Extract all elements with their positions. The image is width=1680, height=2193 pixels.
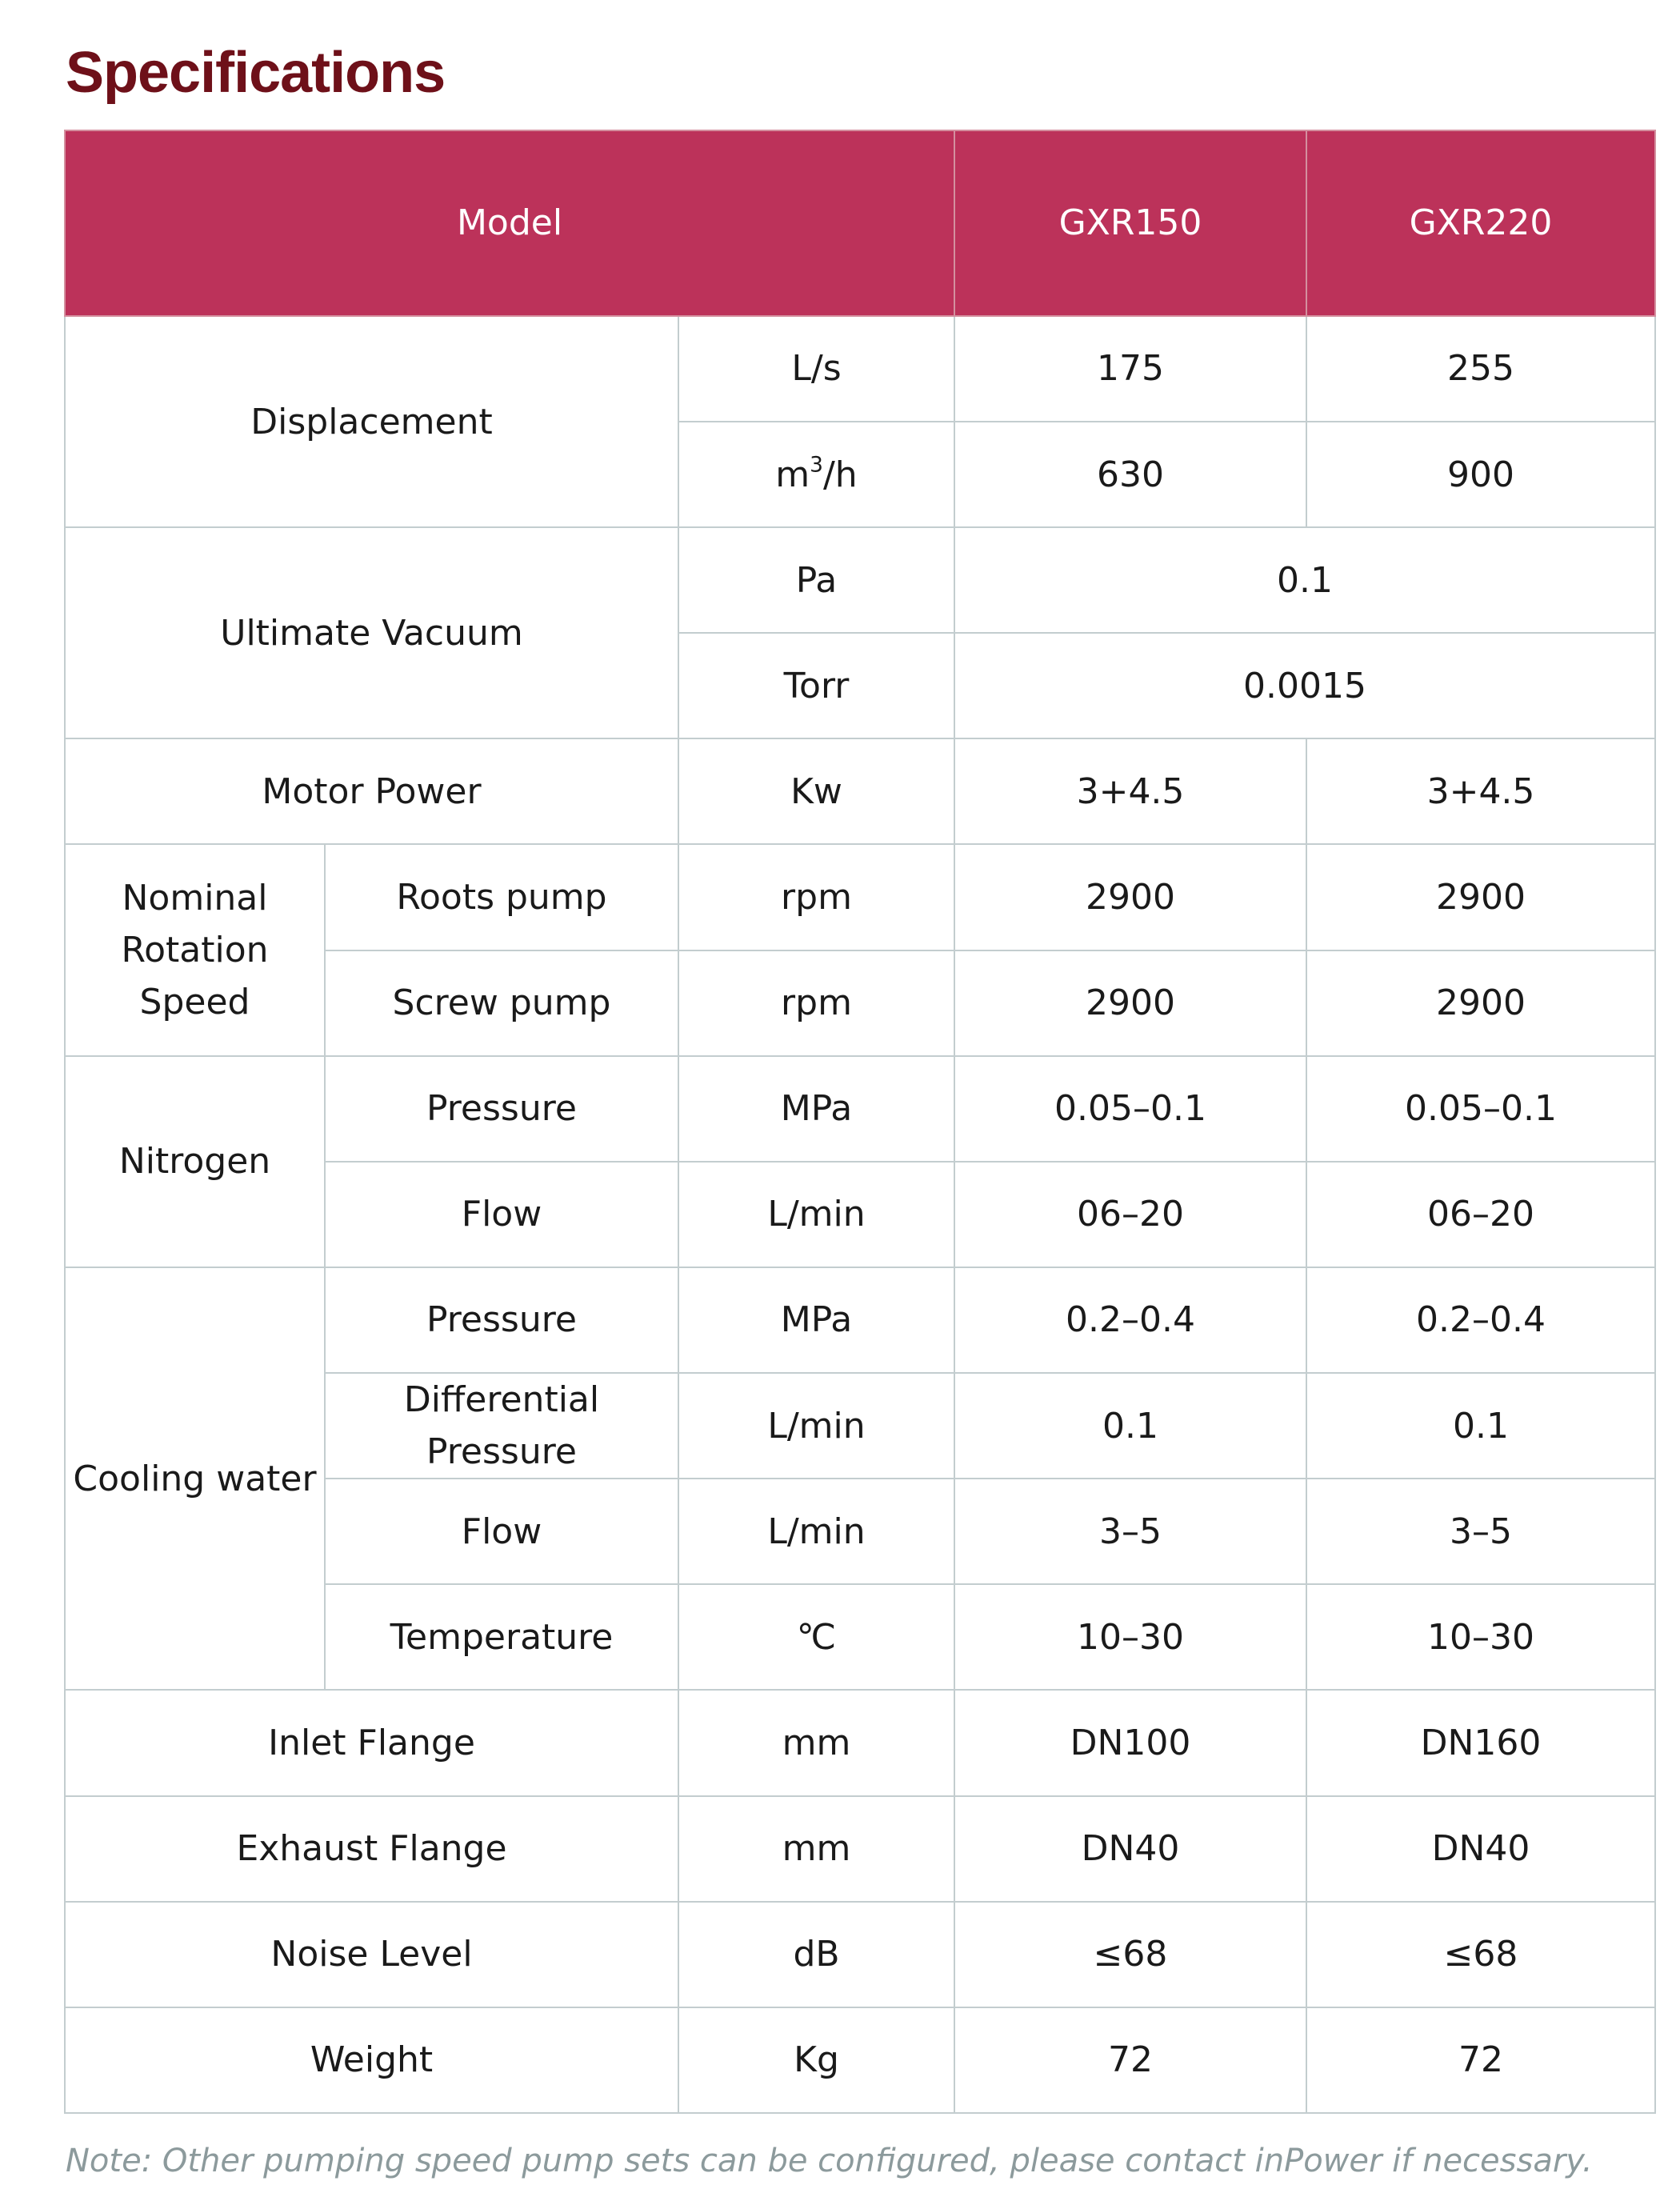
value-cell: 0.1 [1306, 1373, 1655, 1479]
value-cell: DN40 [1306, 1796, 1655, 1902]
label-line: Speed [139, 982, 250, 1023]
value-cell: 0.1 [954, 1373, 1306, 1479]
value-cell: ≤68 [1306, 1902, 1655, 2007]
unit-cell: L/min [678, 1162, 954, 1267]
value-cell: 3+4.5 [1306, 738, 1655, 844]
value-cell: DN160 [1306, 1690, 1655, 1795]
unit-cell: rpm [678, 844, 954, 950]
value-cell: DN40 [954, 1796, 1306, 1902]
unit-cell: mm [678, 1796, 954, 1902]
value-cell: 0.05–0.1 [954, 1056, 1306, 1162]
value-cell: 630 [954, 422, 1306, 527]
unit-tail: /h [822, 454, 858, 495]
unit-cell: dB [678, 1902, 954, 2007]
value-cell: 06–20 [1306, 1162, 1655, 1267]
sub-label-differential-pressure [325, 1373, 678, 1479]
value-cell: 2900 [1306, 950, 1655, 1056]
row-label-motor-power: Motor Power [65, 738, 678, 844]
header-model: Model [65, 130, 954, 316]
table-row [65, 1690, 1655, 1795]
table-row [65, 1056, 1655, 1162]
table-row [65, 1267, 1655, 1373]
unit-cell: rpm [678, 950, 954, 1056]
specifications-table [64, 130, 1656, 2114]
value-cell: 06–20 [954, 1162, 1306, 1267]
value-cell: 900 [1306, 422, 1655, 527]
label-line: Pressure [426, 1431, 577, 1473]
value-cell: 2900 [1306, 844, 1655, 950]
sub-label-screw-pump: Screw pump [325, 950, 678, 1056]
value-cell: 72 [1306, 2007, 1655, 2113]
sub-label-flow: Flow [325, 1479, 678, 1584]
sub-label-pressure: Pressure [325, 1267, 678, 1373]
row-label-displacement: Displacement [65, 316, 678, 527]
value-cell: 3–5 [954, 1479, 1306, 1584]
sub-label-roots-pump: Roots pump [325, 844, 678, 950]
table-row [65, 527, 1655, 633]
value-cell: 3–5 [1306, 1479, 1655, 1584]
unit-cell: Kw [678, 738, 954, 844]
value-cell: 72 [954, 2007, 1306, 2113]
value-cell: 10–30 [1306, 1584, 1655, 1690]
unit-cell: Pa [678, 527, 954, 633]
table-row [65, 844, 1655, 950]
value-cell: 2900 [954, 950, 1306, 1056]
table-row [65, 1902, 1655, 2007]
page-title: Specifications [66, 41, 446, 105]
value-cell: 0.2–0.4 [1306, 1267, 1655, 1373]
label-line: Nominal [122, 877, 268, 918]
unit-cell: mm [678, 1690, 954, 1795]
table-row [65, 316, 1655, 422]
value-cell: 3+4.5 [954, 738, 1306, 844]
unit-base: m [775, 454, 810, 495]
sub-label-flow: Flow [325, 1162, 678, 1267]
table-header-row [65, 130, 1655, 316]
table-row [65, 2007, 1655, 2113]
unit-cell: Kg [678, 2007, 954, 2113]
unit-cell: ℃ [678, 1584, 954, 1690]
unit-cell: MPa [678, 1056, 954, 1162]
value-cell: 0.0015 [954, 633, 1655, 738]
unit-cell: Torr [678, 633, 954, 738]
sub-label-temperature: Temperature [325, 1584, 678, 1690]
sub-label-pressure: Pressure [325, 1056, 678, 1162]
row-label-exhaust-flange: Exhaust Flange [65, 1796, 678, 1902]
row-label-nominal-rotation-speed [65, 844, 325, 1055]
value-cell: ≤68 [954, 1902, 1306, 2007]
footnote: Note: Other pumping speed pump sets can be configured, please contact inPower if necessary. [66, 2143, 1593, 2179]
unit-cell [678, 422, 954, 527]
value-cell: 0.1 [954, 527, 1655, 633]
row-label-noise-level: Noise Level [65, 1902, 678, 2007]
label-line: Rotation [121, 930, 269, 970]
row-label-ultimate-vacuum: Ultimate Vacuum [65, 527, 678, 738]
row-label-nitrogen: Nitrogen [65, 1056, 325, 1267]
unit-cell: L/s [678, 316, 954, 422]
row-label-cooling-water: Cooling water [65, 1267, 325, 1691]
value-cell: 175 [954, 316, 1306, 422]
row-label-inlet-flange: Inlet Flange [65, 1690, 678, 1795]
header-model-gxr220: GXR220 [1306, 130, 1655, 316]
label-line: Differential [403, 1379, 600, 1420]
value-cell: 255 [1306, 316, 1655, 422]
header-model-gxr150: GXR150 [954, 130, 1306, 316]
value-cell: 10–30 [954, 1584, 1306, 1690]
value-cell: 0.2–0.4 [954, 1267, 1306, 1373]
unit-cell: MPa [678, 1267, 954, 1373]
table-row [65, 738, 1655, 844]
value-cell: 2900 [954, 844, 1306, 950]
value-cell: 0.05–0.1 [1306, 1056, 1655, 1162]
unit-cell: L/min [678, 1479, 954, 1584]
row-label-weight: Weight [65, 2007, 678, 2113]
table-row [65, 1796, 1655, 1902]
value-cell: DN100 [954, 1690, 1306, 1795]
unit-cell: L/min [678, 1373, 954, 1479]
unit-superscript: 3 [810, 452, 823, 478]
